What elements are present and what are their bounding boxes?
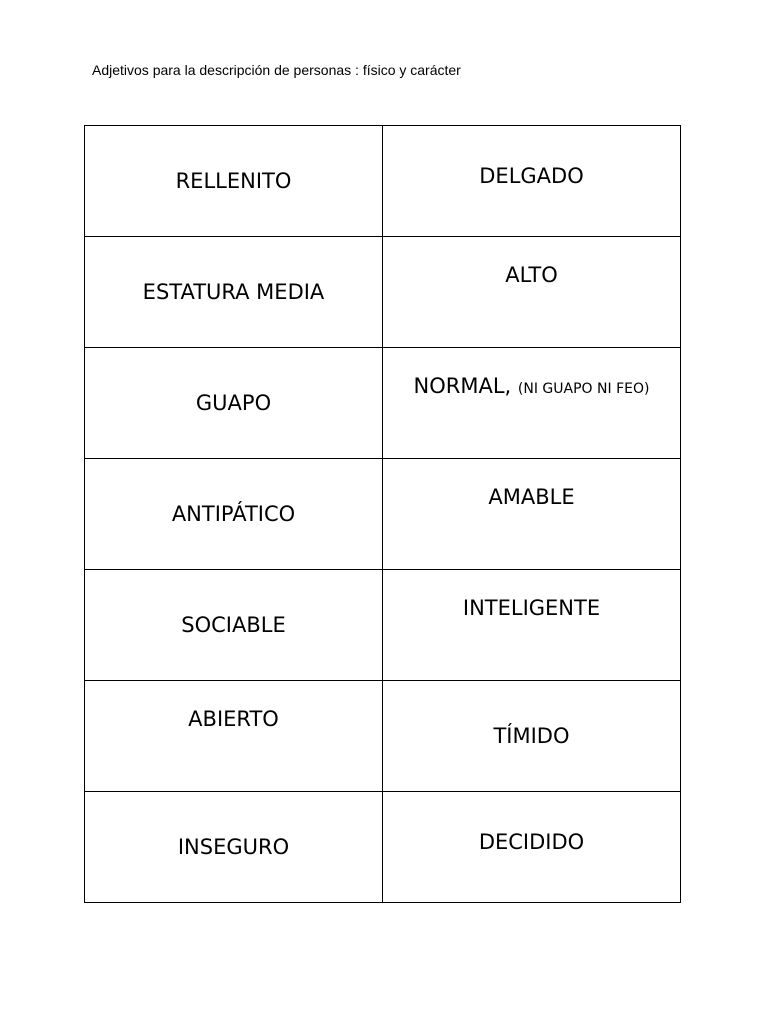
adjective-left: RELLENITO	[175, 169, 292, 193]
adjective-left: SOCIABLE	[181, 613, 286, 637]
table-cell	[383, 237, 681, 348]
table-row	[85, 792, 681, 903]
adjective-right: AMABLE	[488, 485, 575, 509]
adjectives-table	[84, 125, 681, 903]
page-title: Adjetivos para la descripción de personas : físico y carácter	[92, 62, 461, 78]
table-row	[85, 237, 681, 348]
adjective-right: INTELIGENTE	[462, 596, 601, 620]
adjective-right: DELGADO	[479, 164, 584, 188]
table-cell	[85, 348, 383, 459]
table-row	[85, 348, 681, 459]
table-cell	[85, 570, 383, 681]
adjective-right: ALTO	[505, 263, 558, 287]
adjective-right: TÍMIDO	[493, 724, 570, 748]
adjective-left: ANTIPÁTICO	[171, 502, 296, 526]
table-row	[85, 126, 681, 237]
adjective-right-with-note	[383, 373, 680, 402]
table-cell	[383, 681, 681, 792]
table-cell	[383, 348, 681, 459]
table-cell	[383, 570, 681, 681]
table-cell	[85, 459, 383, 570]
adjective-left: ABIERTO	[188, 707, 279, 731]
table-cell	[383, 459, 681, 570]
table-cell	[383, 126, 681, 237]
adjective-left: GUAPO	[195, 391, 272, 415]
adjective-right: NORMAL,	[413, 374, 512, 398]
table-row	[85, 459, 681, 570]
adjective-left: ESTATURA MEDIA	[142, 280, 325, 304]
table-cell	[85, 792, 383, 903]
adjective-left: INSEGURO	[177, 835, 290, 859]
adjective-note: (NI GUAPO NI FEO)	[517, 381, 650, 397]
table-cell	[383, 792, 681, 903]
table-cell	[85, 237, 383, 348]
table-row	[85, 681, 681, 792]
table-cell	[85, 681, 383, 792]
adjective-right: DECIDIDO	[478, 830, 585, 854]
table-cell	[85, 126, 383, 237]
table-row	[85, 570, 681, 681]
